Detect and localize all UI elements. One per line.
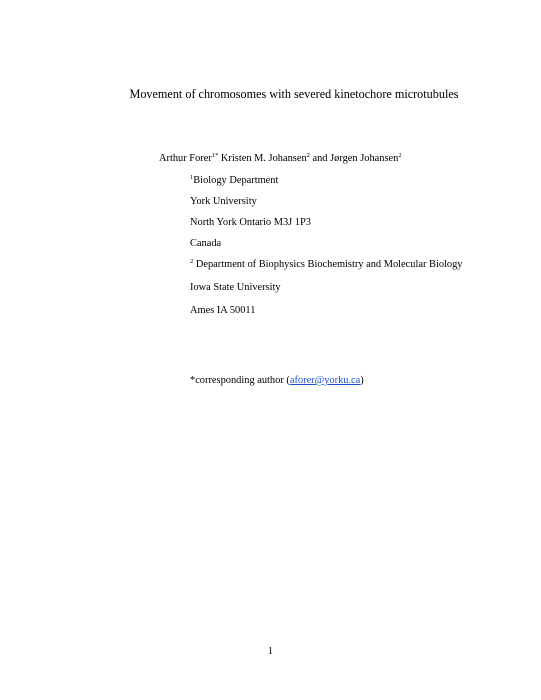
affiliation-line: York University xyxy=(190,196,257,207)
author-name: Kristen M. Johansen xyxy=(220,153,307,164)
author-affiliation-mark: 2 xyxy=(306,152,310,159)
author-name: Arthur Forer xyxy=(159,153,212,164)
paper-title: Movement of chromosomes with severed kinetochore microtubules xyxy=(129,87,459,101)
author-conjunction: and xyxy=(309,153,331,164)
author-affiliation-mark: 1* xyxy=(211,152,219,159)
author-list xyxy=(159,153,402,164)
email-link[interactable]: aforer@yorku.ca xyxy=(289,375,361,386)
affiliation-text: Biology Department xyxy=(193,175,279,186)
author-affiliation-mark: 2 xyxy=(398,152,402,159)
page-number: 1 xyxy=(267,646,274,657)
affiliation-line: North York Ontario M3J 1P3 xyxy=(190,217,311,228)
affiliation-line: Ames IA 50011 xyxy=(190,305,256,316)
correspondence-prefix: *corresponding author ( xyxy=(190,375,290,386)
affiliation-line: Canada xyxy=(190,238,222,249)
author-name: Jørgen Johansen xyxy=(330,153,399,164)
affiliation-marker: 1 xyxy=(190,174,194,181)
affiliation-marker: 2 xyxy=(190,258,194,265)
correspondence-line xyxy=(190,375,364,386)
affiliation-text: Department of Biophysics Biochemistry and Molecular Biology xyxy=(193,259,463,270)
affiliation-line xyxy=(190,259,463,270)
affiliation-line: Iowa State University xyxy=(190,282,281,293)
correspondence-suffix: ) xyxy=(360,375,364,386)
affiliation-line xyxy=(190,175,278,186)
